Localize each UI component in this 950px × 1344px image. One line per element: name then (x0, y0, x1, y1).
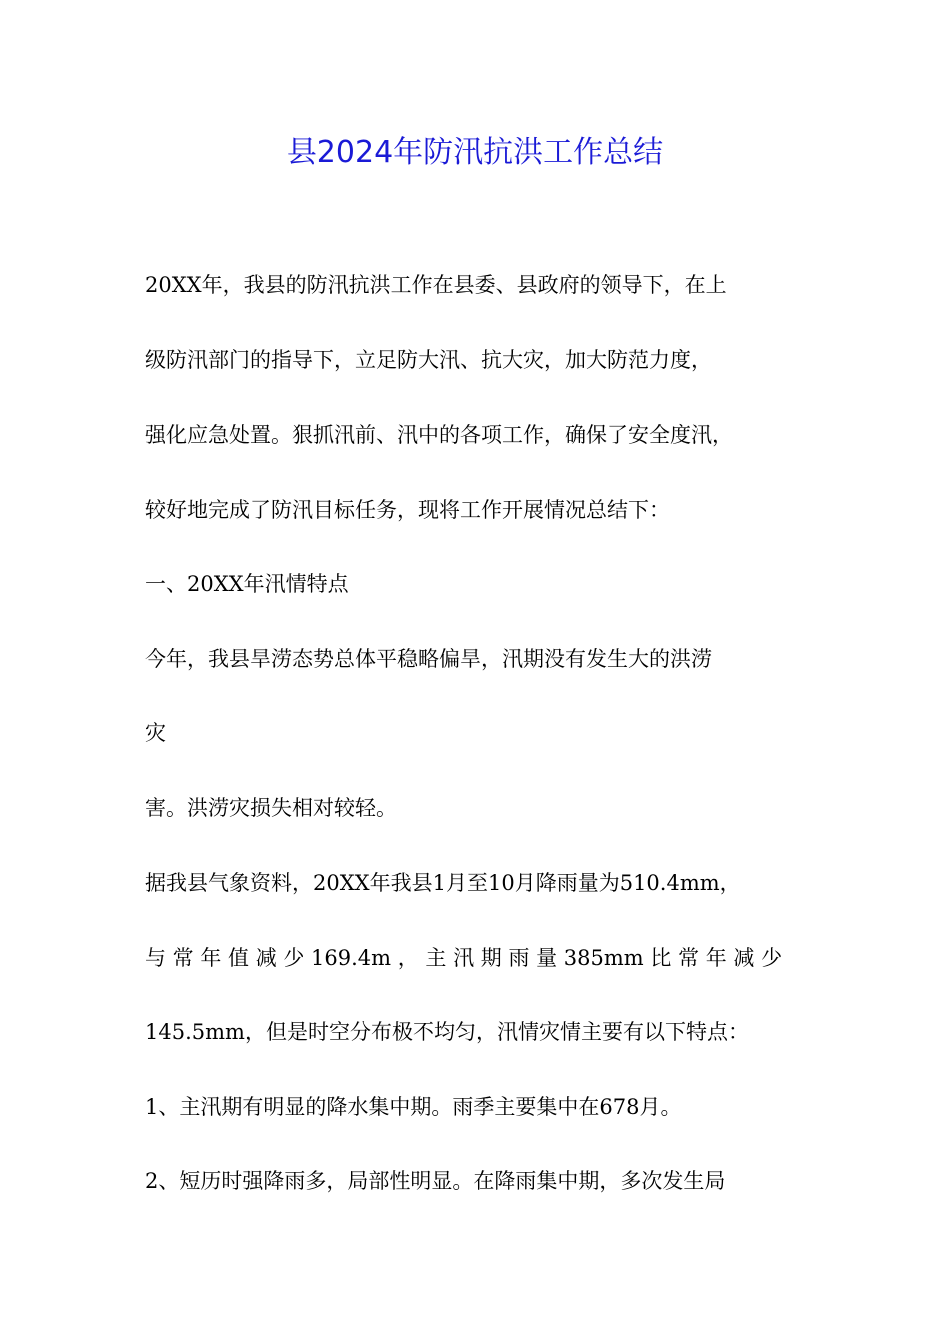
list-item: 2、短历时强降雨多，局部性明显。在降雨集中期，多次发生局 (145, 1169, 726, 1193)
body-line: 较好地完成了防汛目标任务，现将工作开展情况总结下： (145, 498, 670, 522)
body-line: 害。洪涝灾损失相对较轻。 (145, 796, 397, 820)
list-item: 1、主汛期有明显的降水集中期。雨季主要集中在678月。 (145, 1095, 682, 1119)
section-heading: 一、20XX年汛情特点 (145, 572, 349, 596)
body-line: 灾 (145, 721, 166, 745)
body-line: 强化应急处置。狠抓汛前、汛中的各项工作，确保了安全度汛， (145, 423, 733, 447)
body-line: 145.5mm，但是时空分布极不均匀，汛情灾情主要有以下特点： (145, 1020, 749, 1044)
body-line: 今年，我县旱涝态势总体平稳略偏旱，汛期没有发生大的洪涝 (145, 647, 712, 671)
body-line: 级防汛部门的指导下，立足防大汛、抗大灾，加大防范力度， (145, 348, 712, 372)
body-line: 20XX年，我县的防汛抗洪工作在县委、县政府的领导下，在上 (145, 273, 727, 297)
body-line: 与 常 年 值 减 少 169.4m ， 主 汛 期 雨 量 385mm 比 常 年 减 少 (145, 946, 783, 970)
document-title: 县2024年防汛抗洪工作总结 (286, 135, 664, 170)
body-line: 据我县气象资料，20XX年我县1月至10月降雨量为510.4mm， (145, 871, 741, 895)
